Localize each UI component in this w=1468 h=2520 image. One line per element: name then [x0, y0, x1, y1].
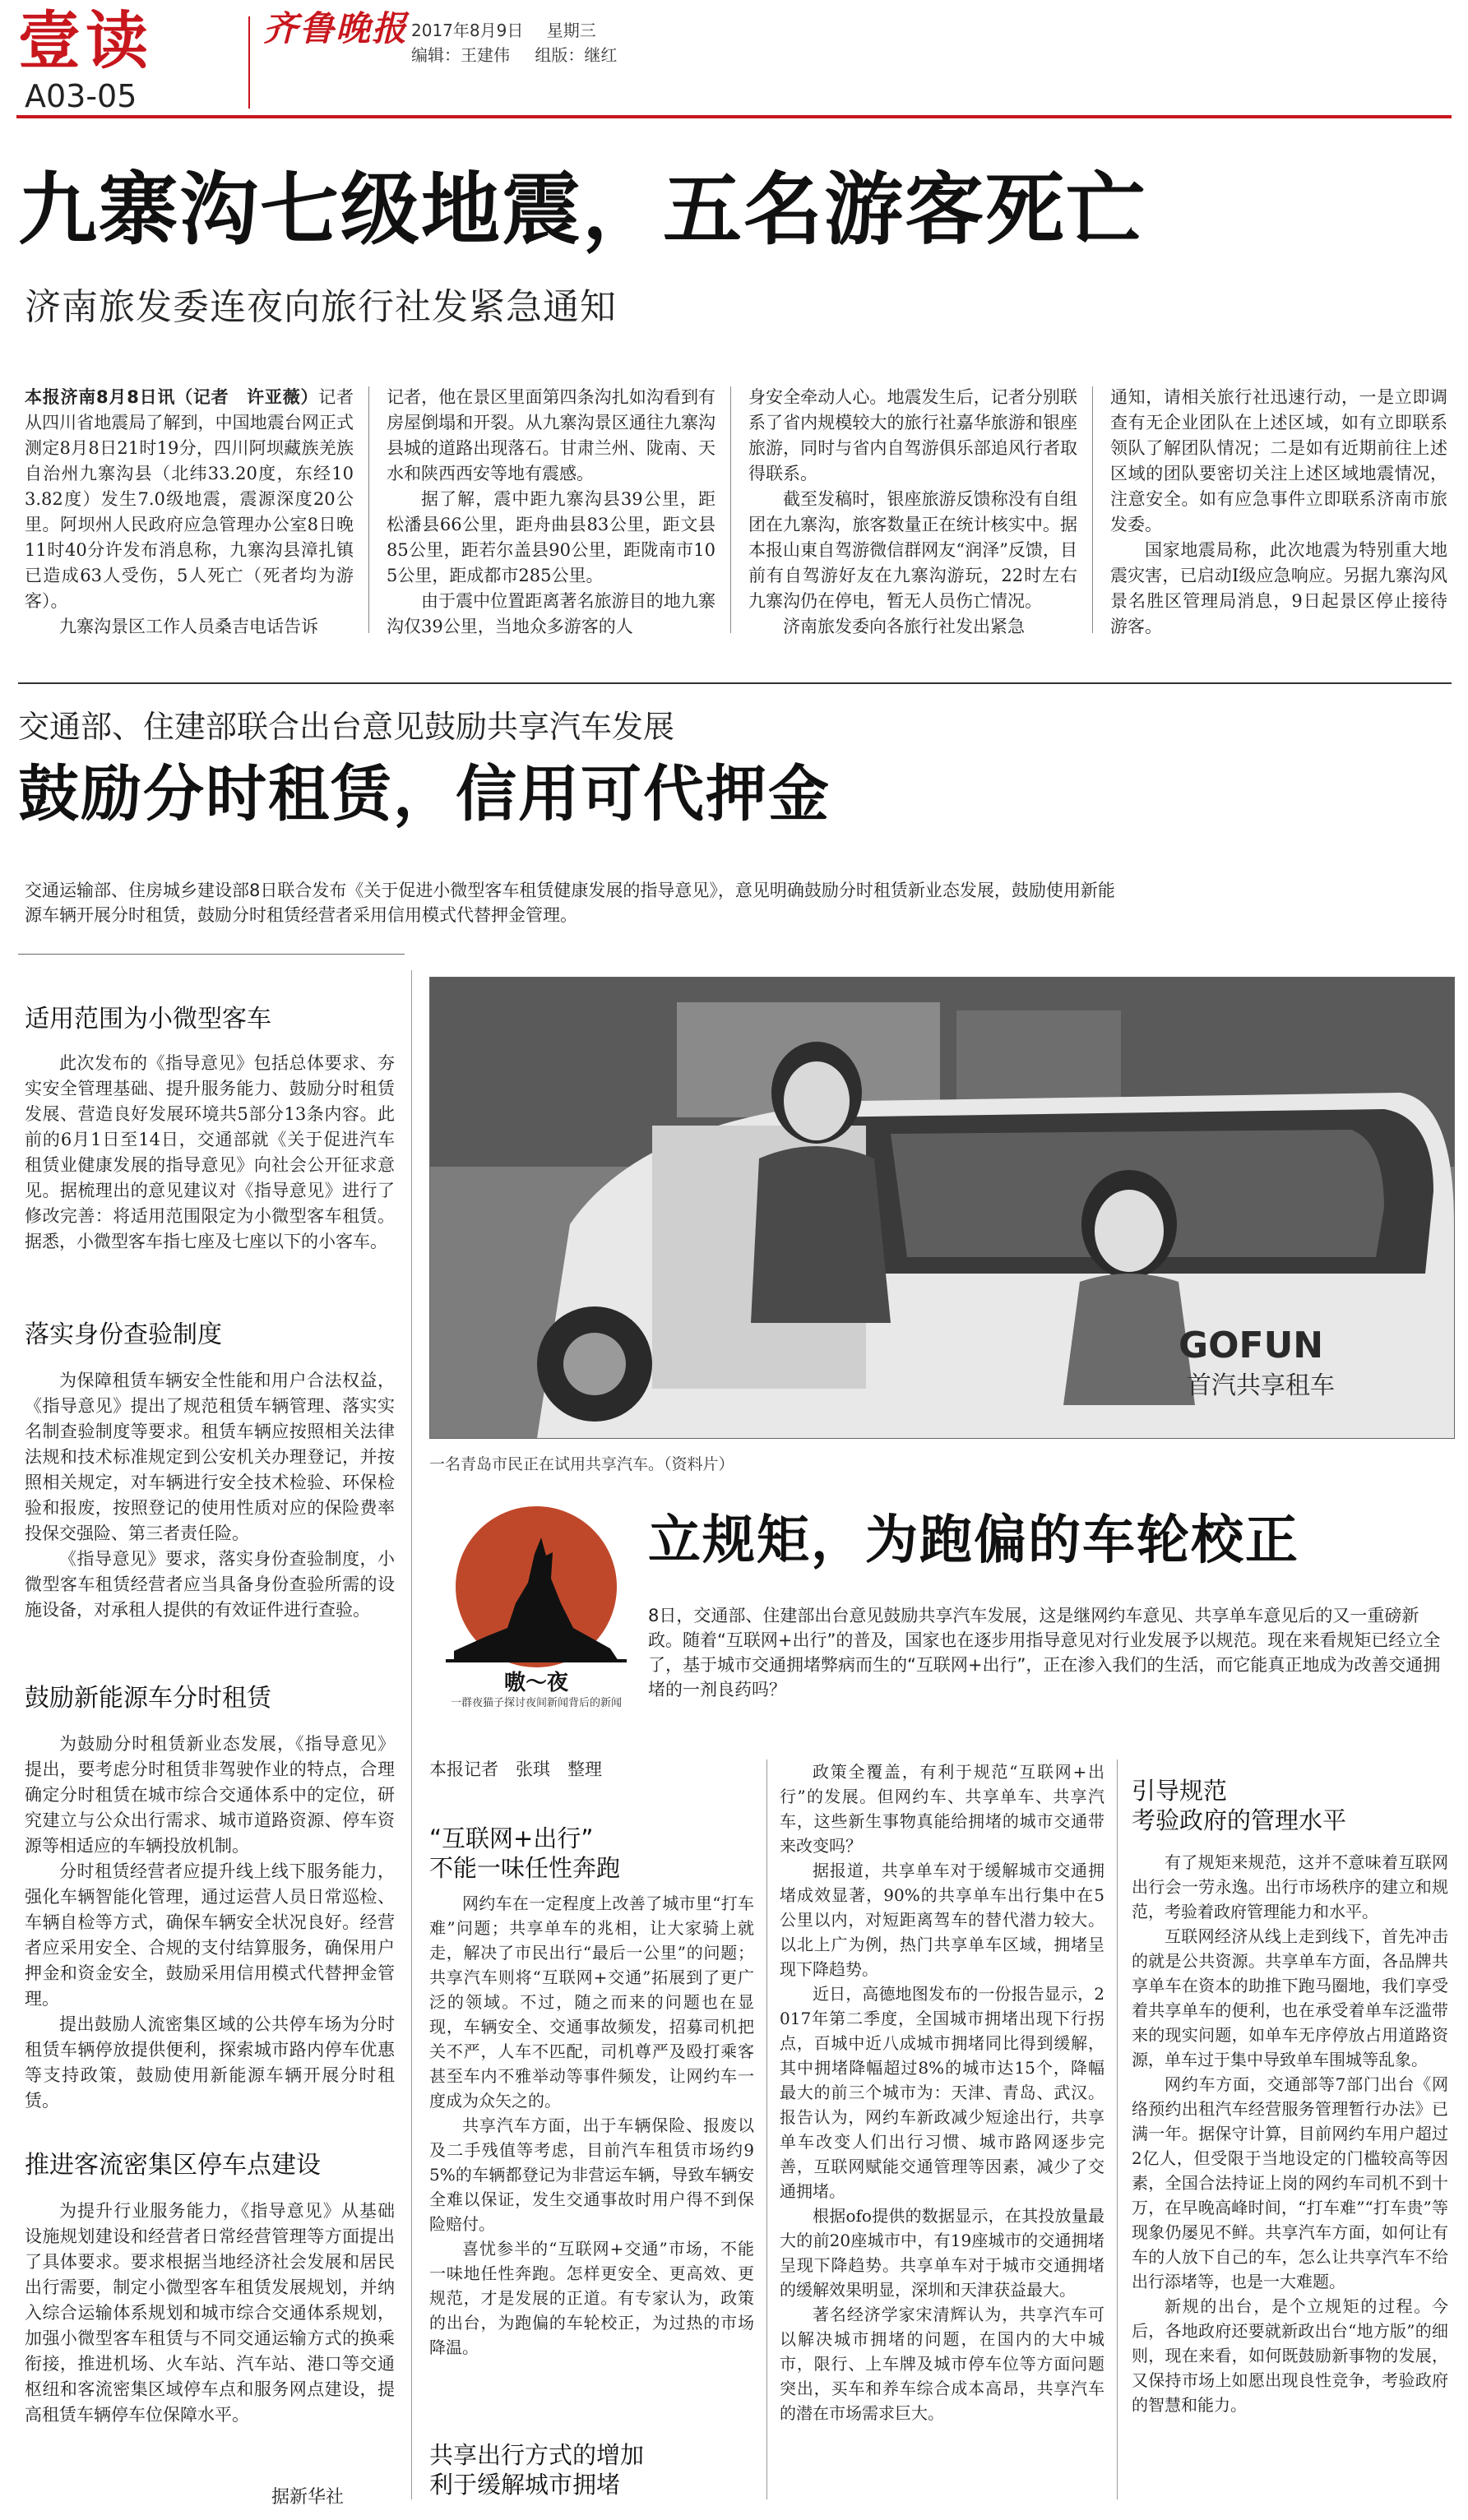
issue-weekday: 星期三 [546, 21, 596, 40]
section-2-text: 为保障租赁车辆安全性能和用户合法权益，《指导意见》提出了规范租赁车辆管理、落实实名制查验制度等要求。租赁车辆应按照相关法律法规和技术标准规定到公安机关办理登记，并按照相关规定，对车辆进行安全技术检验、环保检验和报废，按照登记的使用性质对应的保险费率投保交强险、第三者责任险。 [25, 1371, 395, 1543]
news-photo [429, 977, 1455, 1439]
column-logo-tagline: 一群夜猫子探讨夜间新闻背后的新闻 [450, 1697, 622, 1709]
story3-column-2 [780, 1759, 1104, 2425]
column-logo [438, 1505, 635, 1710]
photo-caption: 一名青岛市民正在试用共享汽车。（资料片） [429, 1455, 734, 1473]
story3-text-2e: 著名经济学家宋清辉认为，共享汽车可以解决城市拥堵的问题，在国内的大中城市，限行、上车牌及城市停车位等方面问题突出，买车和养车综合成本高昂，共享汽车的潜在市场需求巨大。 [780, 2305, 1104, 2423]
layout-credit: 组版：继红 [535, 45, 618, 65]
story1-text-1: 记者从四川省地震局了解到，中国地震台网正式测定8月8日21时19分，四川阿坝藏族羌族自治州九寨沟县（北纬33.20度，东经103.82度）发生7.0级地震，震源深度20公里。阿坝州人民政府应急管理办公室8日晚11时40分许发布消息称，九寨沟县漳扎镇已造成63人受伤，5人死亡（死者均为游客）。 [25, 387, 354, 611]
story1-headline: 九寨沟七级地震，五名游客死亡 [18, 164, 1146, 256]
story1-text-2b: 据了解，震中距九寨沟县39公里，距松潘县66公里，距舟曲县83公里，距文县85公里，距若尔盖县90公里，距陇南市105公里，距成都市285公里。 [387, 489, 715, 585]
story2-lead: 交通运输部、住房城乡建设部8日联合发布《关于促进小微型客车租赁健康发展的指导意见》，意见明确鼓励分时租赁新业态发展，鼓励使用新能源车辆开展分时租赁，鼓励分时租赁经营者采用信用模式代替押金管理。 [25, 881, 1115, 925]
section-1-body [25, 1051, 395, 1255]
story3-text-2d: 根据ofo提供的数据显示，在其投放量最大的前20座城市中，有19座城市的交通拥堵呈现下降趋势。共享单车对于城市交通拥堵的缓解效果明显，深圳和天津获益最大。 [780, 2206, 1104, 2300]
story1-text-4b: 国家地震局称，此次地震为特别重大地震灾害，已启动Ⅰ级应急响应。另据九寨沟风景名胜区管理局消息，9日起景区停止接待游客。 [1110, 540, 1447, 636]
story2-kicker: 交通部、住建部联合出台意见鼓励共享汽车发展 [18, 709, 675, 745]
section-4-body [25, 2199, 395, 2428]
story3-subhead-2: 共享出行方式的增加 利于缓解城市拥堵 [429, 2441, 645, 2499]
editor-credit: 编辑：王建伟 [411, 45, 510, 65]
story3-column-1 [429, 1891, 754, 2360]
story1-text-1b: 九寨沟景区工作人员桑吉电话告诉 [59, 617, 318, 636]
story3-text-3: 有了规矩来规范，这并不意味着互联网出行会一劳永逸。出行市场秩序的建立和规范，考验着政府管理能力和水平。 [1132, 1852, 1448, 1921]
story1-column-2 [387, 385, 715, 640]
story1-text-3c: 济南旅发委向各旅行社发出紧急 [783, 617, 1025, 636]
story1-text-2: 记者，他在景区里面第四条沟扎如沟看到有房屋倒塌和开裂。从九寨沟景区通往九寨沟县城的道路出现落石。甘肃兰州、陇南、天水和陕西西安等地有震感。 [387, 387, 715, 483]
newspaper-logo: 齐鲁晚报 [263, 8, 409, 49]
column-rule [1092, 386, 1093, 633]
story3-text-3c: 网约车方面，交通部等7部门出台《网络预约出租汽车经营服务管理暂行办法》已满一年。据保守计算，目前网约车用户超过2亿人，但受限于当地设定的门槛较高等因素，全国合法持证上岗的网约车司机不到十万，在早晚高峰时间，“打车难”“打车贵”等现象仍屡见不鲜。共享汽车方面，如何让有车的人放下自己的车，怎么让共享汽车不给出行添堵等，也是一大难题。 [1132, 2074, 1448, 2291]
section-1-heading: 适用范围为小微型客车 [25, 1005, 271, 1033]
story1-text-3b: 截至发稿时，银座旅游反馈称没有自组团在九寨沟，旅客数量正在统计核实中。据本报山東自驾游微信群网友“润泽”反馈，目前有自驾游好友在九寨沟游玩，22时左右九寨沟仍在停电，暂无人员伤亡情况。 [748, 489, 1077, 611]
story3-text-3b: 互联网经济从线上走到线下，首先冲击的就是公共资源。共享单车方面，各品牌共享单车在资本的助推下跑马圈地，我们享受着共享单车的便利，也在承受着单车泛滥带来的现实问题，如单车无序停放占用道路资源，单车过于集中导致单车围城等乱象。 [1132, 1926, 1448, 2069]
column-logo-title: 嗷～夜 [503, 1671, 568, 1695]
masthead-credits [411, 44, 617, 66]
story3-reporter: 本报记者 张琪 整理 [429, 1759, 602, 1779]
column-rule [411, 970, 412, 2499]
column-rule [730, 386, 731, 633]
shared-car-photo [430, 978, 1454, 1438]
section-brand: 壹读 [18, 4, 153, 77]
story3-subhead-1: “互联网+出行” 不能一味任性奔跑 [429, 1824, 621, 1883]
masthead-rule [16, 115, 1452, 118]
story3-text-3d: 新规的出台，是个立规矩的过程。今后，各地政府还要就新政出台“地方版”的细则，现在来看，如何既鼓励新事物的发展，又保持市场上如愿出现良性竞争，考验政府的智慧和能力。 [1132, 2296, 1448, 2415]
story1-text-3: 身安全牵动人心。地震发生后，记者分别联系了省内规模较大的旅行社嘉华旅游和银座旅游，同时与省内自驾游俱乐部追风行者取得联系。 [748, 387, 1077, 483]
story1-subhead: 济南旅发委连夜向旅行社发紧急通知 [25, 286, 617, 328]
section-3-text-2: 分时租赁经营者应提升线上线下服务能力，强化车辆智能化管理，通过运营人员日常巡检、车辆自检等方式，确保车辆安全状况良好。经营者应采用安全、合规的支付结算服务，确保用户押金和资金安全，鼓励采用信用模式代替押金管理。 [25, 1861, 395, 2009]
story3-headline: 立规矩，为跑偏的车轮校正 [648, 1510, 1299, 1571]
section-2-body [25, 1368, 395, 1623]
source-credit: 据新华社 [271, 2487, 345, 2508]
story3-subhead-3: 引导规范 考验政府的管理水平 [1132, 1777, 1347, 1835]
masthead-date-line [411, 20, 596, 41]
story3-column-3 [1132, 1850, 1448, 2417]
section-3-heading: 鼓励新能源车分时租赁 [25, 1684, 271, 1713]
story3-lead: 8日，交通部、住建部出台意见鼓励共享汽车发展，这是继网约车意见、共享单车意见后的又一重磅新政。随着“互联网+出行”的普及，国家也在逐步用指导意见对行业发展予以规范。现在来看规矩已经立全了，基于城市交通拥堵弊病而生的“互联网+出行”，正在渗入我们的生活，而它能真正地成为改善交通拥堵的一剂良药吗？ [648, 1606, 1441, 1699]
story1-column-4 [1110, 385, 1447, 640]
section-1-text: 此次发布的《指导意见》包括总体要求、夯实安全管理基础、提升服务能力、鼓励分时租赁发展、营造良好发展环境共5部分13条内容。此前的6月1日至14日，交通部就《关于促进汽车租赁业健康发展的指导意见》向社会公开征求意见。据梳理出的意见建议对《指导意见》进行了修改完善：将适用范围限定为小微型客车租赁。据悉，小微型客车指七座及七座以下的小客车。 [25, 1053, 395, 1251]
story3-text-1: 网约车在一定程度上改善了城市里“打车难”问题；共享单车的兆相，让大家骑上就走，解决了市民出行“最后一公里”的问题；共享汽车则将“互联网+交通”拓展到了更广泛的领域。不过，随之而来的问题也在显现，车辆安全、交通事故频发，招募司机把关不严，人车不匹配，司机尊严及殴打乘客甚至车内不雅举动等事件频发，让网约车一度成为众矢之的。 [429, 1893, 754, 2111]
story-separator [18, 682, 1452, 684]
story1-text-4: 通知，请相关旅行社迅速行动，一是立即调查有无企业团队在上述区域，如有立即联系领队了解团队情况；二是如有近期前往上述区域的团队要密切关注上述区域地震情况，注意安全。如有应急事件立即联系济南市旅发委。 [1110, 387, 1447, 534]
story1-byline: 本报济南8月8日讯（记者 许亚薇） [25, 387, 319, 407]
story1-column-1 [25, 385, 354, 640]
section-4-text: 为提升行业服务能力，《指导意见》从基础设施规划建设和经营者日常经营管理等方面提出了具体要求。要求根据当地经济社会发展和居民出行需要，制定小微型客车租赁发展规划，并纳入综合运输体系规划和城市综合交通体系规划，加强小微型客车租赁与不同交通运输方式的换乘衔接，推进机场、火车站、汽车站、港口等交通枢纽和客流密集区域停车点和服务网点建设，提高租赁车辆停车位保障水平。 [25, 2201, 395, 2425]
column-rule [766, 1759, 767, 2499]
story3-text-1c: 喜忧参半的“互联网+交通”市场，不能一味地任性奔跑。怎样更安全、更高效、更规范，才是发展的正道。有专家认为，政策的出台，为跑偏的车轮校正，为过热的市场降温。 [429, 2239, 754, 2357]
issue-date: 2017年8月9日 [411, 21, 524, 40]
car-door-text: 首汽共享租车 [1187, 1371, 1335, 1400]
page-code: A03-05 [25, 78, 137, 114]
story1-column-3 [748, 385, 1077, 640]
story3-text-2b: 据报道，共享单车对于缓解城市交通拥堵成效显著，90%的共享单车出行集中在5公里以内，对短距离驾车的替代潜力较大。以北上广为例，热门共享单车区域，拥堵呈现下降趋势。 [780, 1861, 1104, 1979]
car-brand-text: GOFUN [1179, 1325, 1324, 1366]
column-rule [368, 386, 369, 633]
story2-headline: 鼓励分时租赁，信用可代押金 [18, 759, 831, 830]
section-4-heading: 推进客流密集区停车点建设 [25, 2151, 321, 2180]
story3-text-2c: 近日，高德地图发布的一份报告显示，2017年第二季度，全国城市拥堵出现下行拐点，百城中近八成城市拥堵同比得到缓解，其中拥堵降幅超过8%的城市达15个，降幅最大的前三个城市为：天津、青岛、武汉。报告认为，网约车新政减少短途出行，共享单车改变人们出行习惯、城市路网逐步完善，互联网赋能交通管理等因素，减少了交通拥堵。 [780, 1984, 1104, 2201]
section-3-text-3: 提出鼓励人流密集区域的公共停车场为分时租赁车辆停放提供便利，探索城市路内停车优惠等支持政策，鼓励使用新能源车辆开展分时租赁。 [25, 2014, 395, 2111]
section-3-body [25, 1732, 395, 2114]
section-3-text: 为鼓励分时租赁新业态发展，《指导意见》提出，要考虑分时租赁非驾驶作业的特点，合理确定分时租赁在城市综合交通体系中的定位，研究建立与公众出行需求、城市道路资源、停车资源等相适应的车辆投放机制。 [25, 1734, 395, 1856]
story3-text-1b: 共享汽车方面，出于车辆保险、报废以及二手残值等考虑，目前汽车租赁市场约95%的车辆都登记为非营运车辆，导致车辆安全难以保证，发生交通事故时用户得不到保险赔付。 [429, 2115, 754, 2234]
masthead-divider [248, 16, 250, 109]
section-2-heading: 落实身份查验制度 [25, 1320, 222, 1349]
column-rule [1117, 1759, 1118, 2499]
story3-text-2: 政策全覆盖，有利于规范“互联网+出行”的发展。但网约车、共享单车、共享汽车，这些新生事物真能给拥堵的城市交通带来改变吗？ [780, 1762, 1104, 1856]
lead-rule [18, 954, 405, 955]
section-2-text-2: 《指导意见》要求，落实身份查验制度，小微型客车租赁经营者应当具备身份查验所需的设施设备，对承租人提供的有效证件进行查验。 [25, 1549, 395, 1620]
story1-text-2c: 由于震中位置距离著名旅游目的地九寨沟仅39公里，当地众多游客的人 [387, 591, 715, 636]
